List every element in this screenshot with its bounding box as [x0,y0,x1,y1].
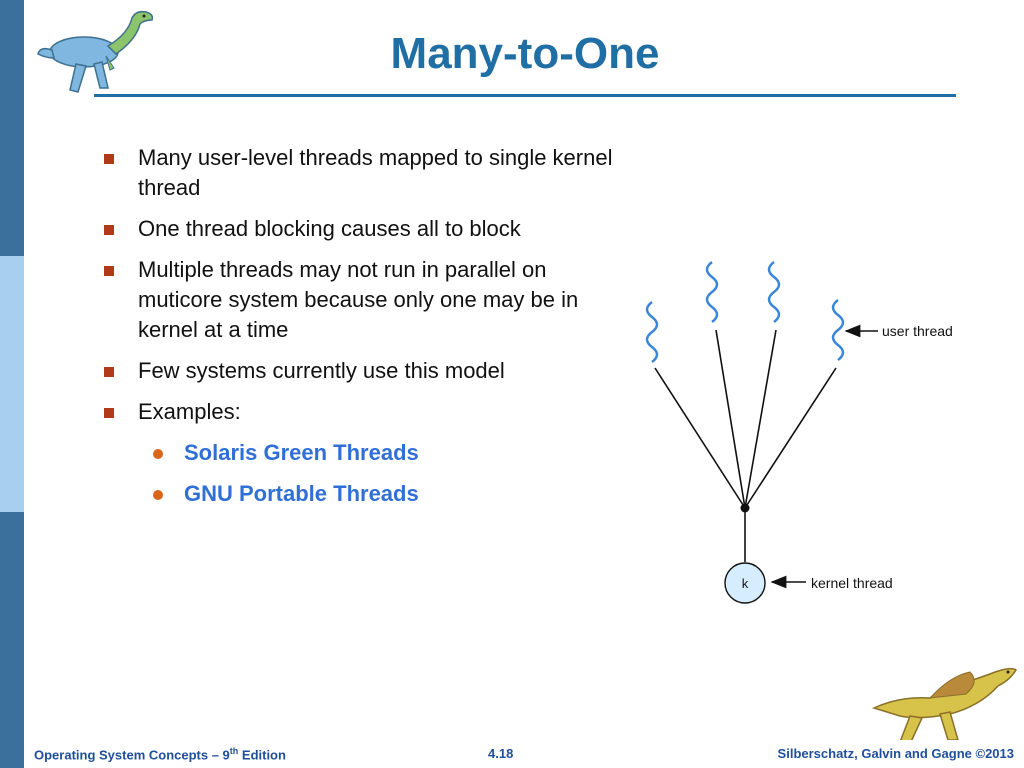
bullet-text: Multiple threads may not run in parallel on muticore system because only one may be in kernel at a time [138,257,579,342]
user-thread-squiggle [707,262,717,322]
title-divider [94,94,956,97]
bullet-text: Many user-level threads mapped to single kernel thread [138,145,613,200]
bullet-item [100,143,620,203]
footer-copyright: Silberschatz, Galvin and Gagne ©2013 [777,746,1014,761]
user-thread-squiggle [769,262,779,322]
round-bullet-icon [153,449,163,459]
left-side-bar [0,0,24,768]
footer-edition-suffix: Edition [238,747,286,763]
many-to-one-diagram [600,250,1000,620]
round-bullet-icon [153,490,163,500]
square-bullet-icon [104,266,114,276]
thread-mapping-line [716,330,745,508]
user-thread-label: user thread [882,323,953,339]
footer-edition-superscript: th [229,746,239,756]
bullet-text: Few systems currently use this model [138,358,505,383]
slide-title: Many-to-One [390,29,660,78]
dinosaur-logo-top [36,6,158,98]
sub-bullet-item [100,479,620,509]
sub-bullet-text: Solaris Green Threads [184,440,419,465]
bullet-text: Examples: [138,399,241,424]
bullet-text: One thread blocking causes all to block [138,216,521,241]
user-thread-squiggle [833,300,843,360]
footer-page-number: 4.18 [488,746,514,761]
footer-book-title: Operating System Concepts – 9 [34,747,230,763]
bullet-item [100,356,620,386]
thread-mapping-line [745,330,776,508]
user-thread-squiggle [647,302,657,362]
square-bullet-icon [104,408,114,418]
square-bullet-icon [104,367,114,377]
square-bullet-icon [104,225,114,235]
thread-mapping-line [655,368,745,508]
bullet-item [100,255,620,345]
bullet-item [100,397,620,427]
sub-bullet-text: GNU Portable Threads [184,481,419,506]
thread-mapping-line [745,368,836,508]
side-bar-highlight [0,256,24,512]
bullet-list [100,143,620,520]
bullet-item [100,214,620,244]
kernel-thread-label: kernel thread [811,575,893,591]
kernel-node-letter: k [741,576,749,591]
square-bullet-icon [104,154,114,164]
footer-left-text [34,746,286,762]
dinosaur-logo-bottom [870,656,1018,746]
sub-bullet-item [100,438,620,468]
